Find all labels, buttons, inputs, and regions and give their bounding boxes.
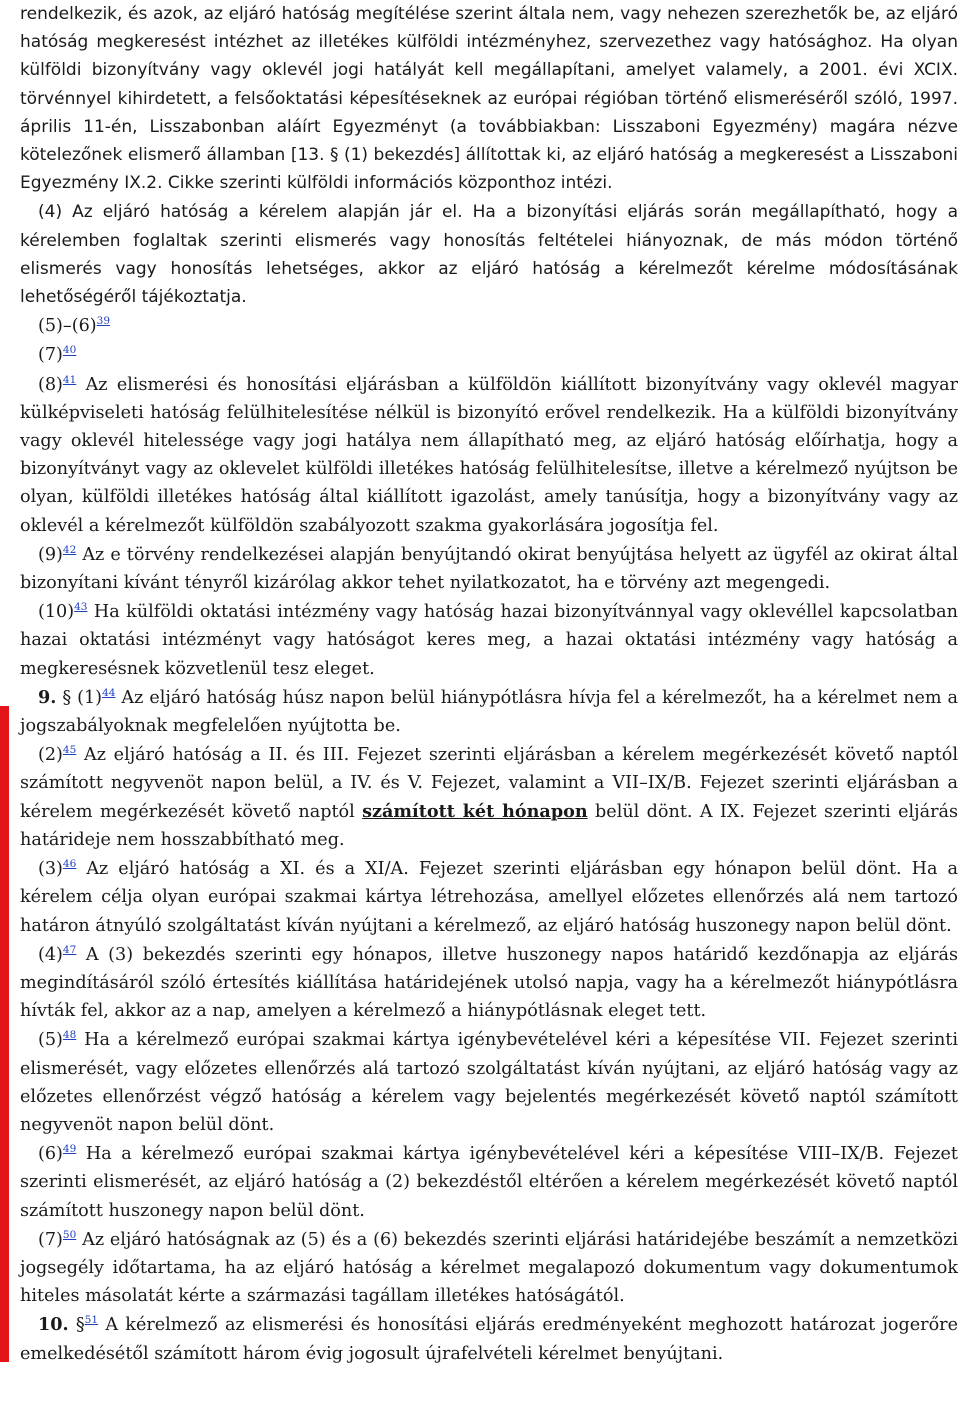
footnote-link-43[interactable]: 43 — [74, 601, 88, 614]
paragraph-7 — [20, 341, 958, 369]
section-9-paragraph-2 — [20, 741, 958, 854]
section-9-paragraph-6 — [20, 1140, 958, 1225]
footnote-link-42[interactable]: 42 — [62, 544, 77, 556]
paragraph-text: Az elismerési és honosítási eljárásban a külföldön kiállított bizonyítvány vagy oklevél magyar külképviseleti hatóság felülhitelesítése nélkül is bizonyító erővel rendelkezik. Ha a külföldi bizonyítvány vagy oklevél hitelessége vagy jogi hatálya nem állapítható meg, az eljáró hatóság előírhatja, hogy a bizonyítványt vagy az oklevelet külföldi illetékes hatóság felülhitelesítse, illetve a kérelmező nyújtson be olyan, külföldi illetékes hatóság által kiállított igazolást, amely tanúsítja, hogy a bizonyítvány vagy az oklevél a kérelmezőt külföldön szabályozott szakma gyakorlására jogosítja fel. — [20, 374, 959, 536]
paragraph-text: Ha külföldi oktatási intézmény vagy hatóság hazai bizonyítvánnyal vagy oklevéllel kapcsolatban hazai oktatási intézményt vagy hatóságot keres meg, a hazai oktatási intézmény vagy hatóság a megkeresésnek közvetlenül tesz eleget. — [20, 602, 958, 679]
paragraph-number: § (1) — [62, 687, 103, 708]
paragraph-number: (5)–(6) — [38, 316, 97, 337]
section-9-paragraph-1 — [20, 684, 958, 740]
paragraph-number: (7) — [38, 1229, 63, 1250]
paragraph-text: A (3) bekezdés szerinti egy hónapos, illetve huszonegy napos határidő kezdőnapja az eljárás megindításáról szóló értesítés kiállítása határidejének utolsó napja, vagy ha a kérelmezőt hiánypótlásra hívták fel, akkor az a nap, amelyen a kérelmező a hiánypótlásnak eleget tett. — [20, 944, 958, 1022]
paragraph-number: (6) — [38, 1144, 63, 1165]
section-9-paragraph-7 — [20, 1226, 958, 1311]
footnote-link-50[interactable]: 50 — [62, 1228, 77, 1241]
paragraph-text: Ha a kérelmező európai szakmai kártya igénybevételével kéri a képesítése VIII–IX/B. Fejezet szerinti elismerését, az eljáró hatóság a (2) bekezdéstől eltérően a kérelem megérkezését követő naptól számított huszonegy napon belül dönt. — [20, 1144, 958, 1221]
paragraph-number: § — [75, 1315, 85, 1336]
change-marker-bar — [0, 706, 9, 1362]
footnote-link-46[interactable]: 46 — [62, 858, 77, 871]
paragraph-text: Az e törvény rendelkezései alapján benyújtandó okirat benyújtása helyett az ügyfél az okirat által bizonyítani kívánt tényről kizárólag akkor tehet nyilatkozatot, ha e törvény azt megengedi. — [20, 544, 958, 594]
paragraph-number: (7) — [38, 345, 63, 366]
footnote-link-47[interactable]: 47 — [62, 943, 77, 956]
paragraph-text: Az eljáró hatóságnak az (5) és a (6) bekezdés szerinti eljárási határidejébe beszámít a nemzetközi jogsegély időtartama, ha az eljáró hatóság a kérelmet megalapozó dokumentum vagy dokumentumok hiteles másolatát kérte a származási tagállam illetékes hatóságától. — [20, 1229, 959, 1307]
paragraph-9 — [20, 541, 958, 597]
footnote-link-49[interactable]: 49 — [62, 1143, 77, 1156]
footnote-link-39[interactable]: 39 — [96, 315, 111, 328]
paragraph-number: (8) — [38, 374, 63, 395]
paragraph-10 — [20, 598, 958, 683]
section-10 — [20, 1311, 958, 1367]
paragraph-number: (9) — [38, 544, 63, 565]
paragraph-text: A kérelmező az elismerési és honosítási eljárás eredményeként meghozott határozat jogerőre emelkedésétől számított három évig jogosult újrafelvételi kérelmet benyújtani. — [20, 1315, 959, 1364]
paragraph-text: Ha a kérelmező európai szakmai kártya igénybevételével kéri a képesítése VII. Fejezet szerinti elismerését, vagy előzetes ellenőrzés alá tartozó szolgáltatást kíván nyújtani, az eljáró hatóság vagy az előzetes ellenőrzést végző hatóság a kérelem vagy bejelentés megérkezését követő naptól számított negyvenöt napon belül dönt. — [20, 1030, 959, 1135]
paragraph-number: (2) — [38, 745, 63, 766]
paragraph-5-6 — [20, 312, 958, 340]
paragraph-4: (4) Az eljáró hatóság a kérelem alapján jár el. Ha a bizonyítási eljárás során megállapítható, hogy a kérelemben foglaltak szerinti elismerés vagy honosítás feltételei hiányoznak, de más módon történő elismerés vagy honosítás lehetséges, akkor az eljáró hatóság a kérelmezőt kérelme módosításának lehetőségéről tájékoztatja. — [20, 202, 958, 308]
paragraph-continuation: rendelkezik, és azok, az eljáró hatóság megítélése szerint általa nem, vagy nehezen szerezhetők be, az eljáró hatóság megkeresést intézhet az illetékes külföldi intézményhez, szervezethez vagy hatósághoz. Ha olyan külföldi bizonyítvány vagy oklevél jogi hatályát kell megállapítani, amelyet valamely, a 2001. évi XCIX. törvénnyel kihirdetett, a felsőoktatási képesítéseknek az európai régióban történő elismeréséről szóló, 1997. április 11-én, Lisszabonban aláírt Egyezményt (a továbbiakban: Lisszaboni Egyezmény) magára nézve kötelezőnek elismerő államban [13. § (1) bekezdés] állítottak ki, az eljáró hatóság a megkeresést a Lisszaboni Egyezmény IX.2. Cikke szerinti külföldi információs központhoz intézi. — [20, 4, 958, 194]
section-number: 9. — [38, 686, 57, 708]
paragraph-number: (4) — [38, 944, 63, 965]
section-9-paragraph-5 — [20, 1026, 958, 1139]
paragraph-text: Az eljáró hatóság húsz napon belül hiánypótlásra hívja fel a kérelmezőt, ha a kérelmet nem a jogszabályoknak megfelelően nyújtotta be. — [20, 687, 959, 737]
footnote-link-44[interactable]: 44 — [102, 687, 116, 700]
paragraph-text: Az eljáró hatóság a XI. és a XI/A. Fejezet szerinti eljárásban egy hónapon belül dönt. Ha a kérelem célja olyan európai szakmai kártya létrehozása, amellyel előzetes ellenőrzés alá nem tartozó határon átnyúló szolgáltatást kíván nyújtani a kérelmező, az eljáró hatóság huszonegy napon belül dönt. — [20, 859, 958, 936]
footnote-link-40[interactable]: 40 — [62, 344, 77, 357]
footnote-link-41[interactable]: 41 — [62, 373, 77, 386]
section-9-paragraph-4 — [20, 941, 958, 1026]
footnote-link-45[interactable]: 45 — [62, 744, 77, 757]
paragraph-number: (5) — [38, 1030, 63, 1051]
footnote-link-48[interactable]: 48 — [62, 1029, 77, 1042]
paragraph-text: belül dönt. A IX. Fejezet szerinti eljárás határideje nem hosszabbítható meg. — [20, 801, 958, 850]
section-number: 10. — [38, 1314, 69, 1336]
document-page — [20, 0, 958, 1368]
paragraph-number: (10) — [38, 602, 75, 623]
section-9-paragraph-3 — [20, 855, 958, 940]
paragraph-8 — [20, 371, 958, 540]
paragraph-text: Az eljáró hatóság a II. és III. Fejezet szerinti eljárásban a kérelem megérkezését követő naptól számított negyvenöt napon belül, a IV. és V. Fejezet, valamint a VII–IX/B. Fejezet szerinti eljárásban a kérelem megérkezését követő naptól — [20, 745, 959, 822]
paragraph-number: (3) — [38, 859, 63, 880]
footnote-link-51[interactable]: 51 — [84, 1314, 99, 1327]
emphasized-amendment: számított két hónapon — [362, 800, 588, 822]
